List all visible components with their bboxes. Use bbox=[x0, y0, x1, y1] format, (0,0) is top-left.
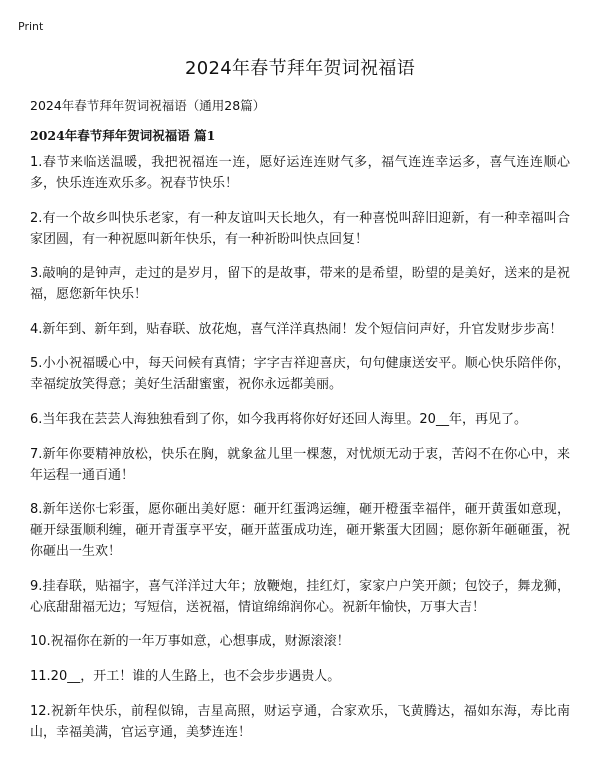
greeting-paragraph: 1.春节来临送温暖，我把祝福连一连，愿好运连连财气多，福气连连幸运多，喜气连连顺心多，快乐连连欢乐多。祝春节快乐！ bbox=[30, 155, 570, 191]
greeting-paragraph: 4.新年到、新年到，贴春联、放花炮，喜气洋洋真热闹！发个短信问声好，升官发财步步高！ bbox=[30, 321, 563, 337]
greeting-paragraph: 11.20__，开工！谁的人生路上，也不会步步遇贵人。 bbox=[30, 668, 341, 684]
greeting-paragraph: 8.新年送你七彩蛋，愿你砸出美好愿：砸开红蛋鸿运缠，砸开橙蛋幸福伴，砸开黄蛋如意现，砸开绿蛋顺利缠，砸开青蛋享平安，砸开蓝蛋成功连，砸开紫蛋大团圆；愿你新年砸砸蛋，祝你砸出一生欢！ bbox=[30, 502, 570, 560]
section-heading: 2024年春节拜年贺词祝福语 篇1 bbox=[30, 128, 216, 143]
greeting-paragraph: 5.小小祝福暖心中，每天问候有真情；字字吉祥迎喜庆，句句健康送安平。顺心快乐陪伴你，幸福绽放笑得意；美好生活甜蜜蜜，祝你永远都美丽。 bbox=[30, 356, 570, 393]
greeting-paragraph: 10.祝福你在新的一年万事如意，心想事成，财源滚滚！ bbox=[30, 634, 350, 650]
greeting-paragraph: 12.祝新年快乐，前程似锦，吉星高照，财运亨通，合家欢乐，飞黄腾达，福如东海，寿比南山，幸福美满，官运亨通，美梦连连！ bbox=[30, 703, 570, 740]
print-link[interactable]: Print bbox=[18, 20, 44, 33]
page-title: 2024年春节拜年贺词祝福语 bbox=[184, 58, 415, 79]
greeting-list bbox=[30, 152, 570, 756]
greeting-paragraph: 2.有一个故乡叫快乐老家，有一种友谊叫天长地久，有一种喜悦叫辞旧迎新，有一种幸福叫合家团圆，有一种祝愿叫新年快乐，有一种祈盼叫快点回复！ bbox=[30, 210, 570, 247]
greeting-paragraph: 9.挂春联，贴福字，喜气洋洋过大年；放鞭炮，挂红灯，家家户户笑开颜；包饺子，舞龙狮，心底甜甜福无边；写短信，送祝福，情谊绵绵润你心。祝新年愉快，万事大吉！ bbox=[30, 578, 570, 615]
document-subtitle: 2024年春节拜年贺词祝福语（通用28篇） bbox=[30, 98, 266, 113]
greeting-paragraph: 6.当年我在芸芸人海独独看到了你，如今我再将你好好还回人海里。20__年，再见了。 bbox=[30, 411, 527, 427]
greeting-paragraph: 3.敲响的是钟声，走过的是岁月，留下的是故事，带来的是希望，盼望的是美好，送来的是祝福，愿您新年快乐！ bbox=[30, 266, 570, 303]
greeting-paragraph: 7.新年你要精神放松，快乐在胸，就象盆儿里一棵葱，对忧烦无动于衷，苦闷不在你心中，来年运程一通百通！ bbox=[30, 446, 570, 483]
